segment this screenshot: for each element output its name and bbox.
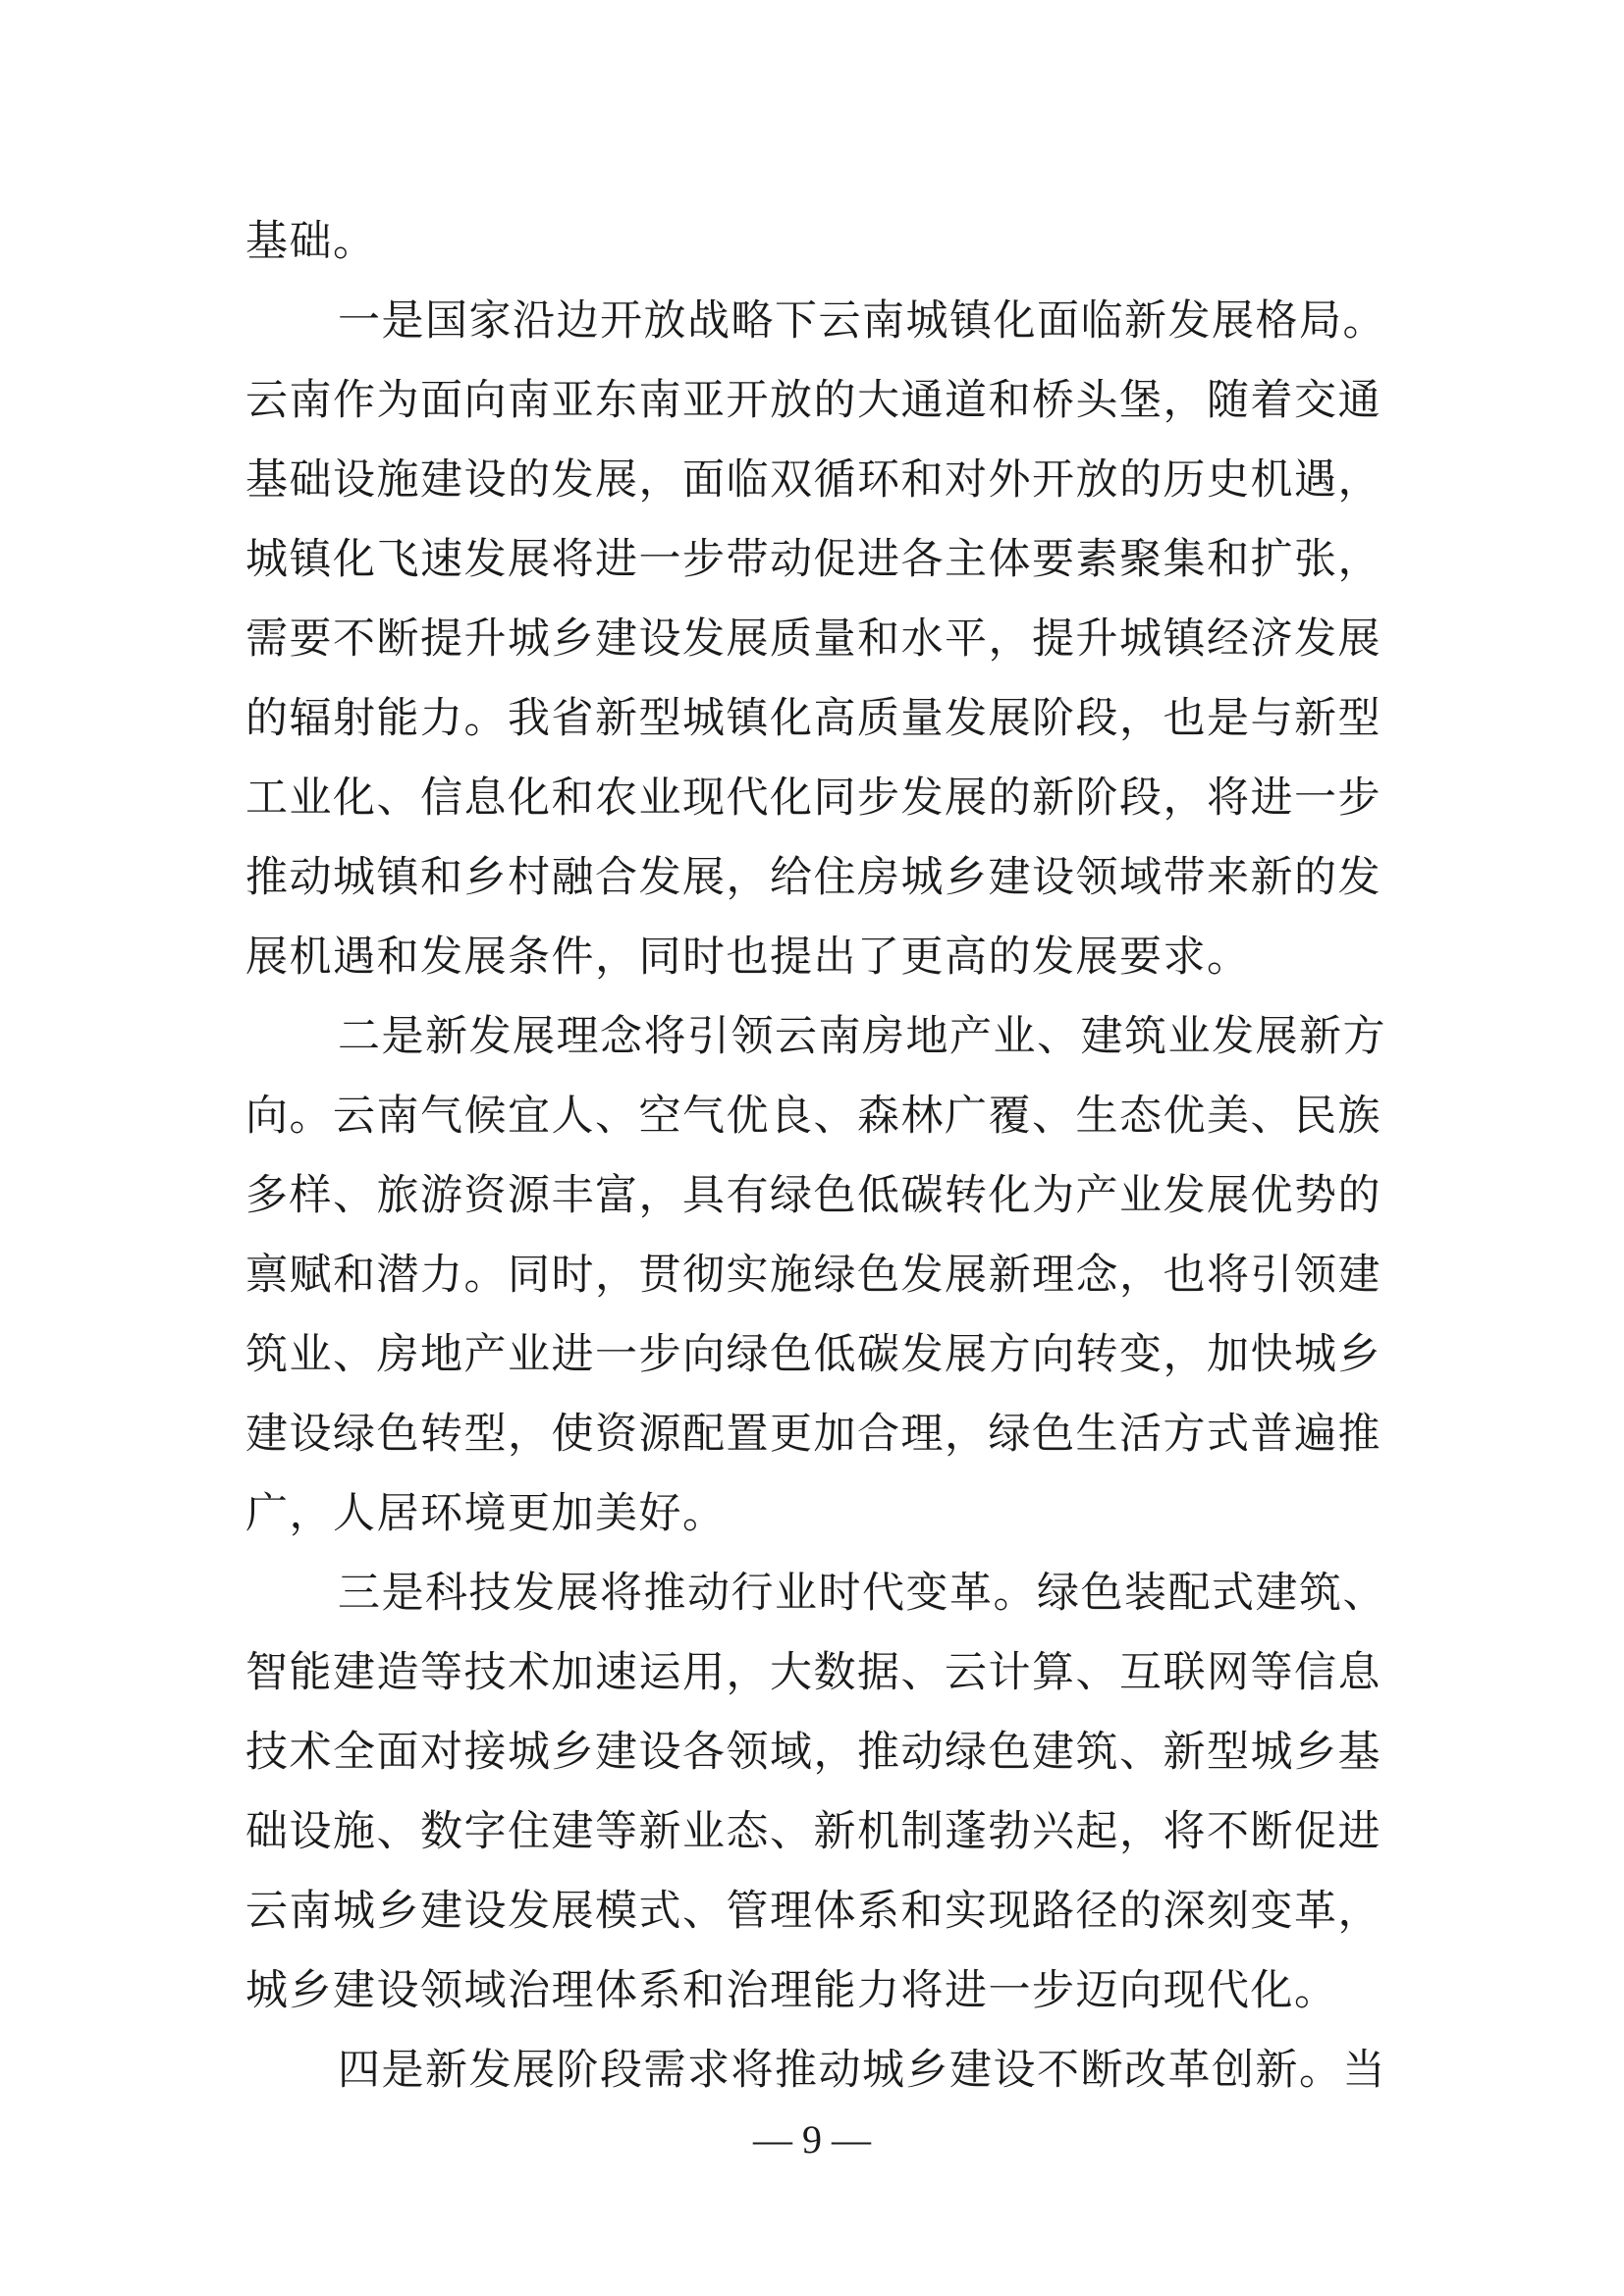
text-line: 广，人居环境更加美好。 — [245, 1489, 727, 1538]
text-line: 向。云南气候宜人、空气优良、森林广覆、生态优美、民族 — [245, 1092, 1381, 1141]
text-line: 二是新发展理念将引领云南房地产业、建筑业发展新方 — [338, 1012, 1386, 1061]
page-number: — 9 — — [753, 2117, 871, 2162]
text-line: 基础设施建设的发展，面临双循环和对外开放的历史机遇， — [245, 455, 1381, 505]
text-line: 推动城镇和乡村融合发展，给住房城乡建设领域带来新的发 — [245, 853, 1381, 902]
text-line: 多样、旅游资源丰富，具有绿色低碳转化为产业发展优势的 — [245, 1171, 1381, 1220]
text-line: 一是国家沿边开放战略下云南城镇化面临新发展格局。 — [338, 296, 1386, 346]
paragraph-3 — [245, 1554, 1384, 2031]
text-line: 禀赋和潜力。同时，贯彻实施绿色发展新理念，也将引领建 — [245, 1251, 1381, 1300]
text-line: 需要不断提升城乡建设发展质量和水平，提升城镇经济发展 — [245, 614, 1381, 664]
text-line: 筑业、房地产业进一步向绿色低碳发展方向转变，加快城乡 — [245, 1330, 1381, 1379]
text-line: 云南城乡建设发展模式、管理体系和实现路径的深刻变革， — [245, 1887, 1381, 1936]
text-line: 城乡建设领域治理体系和治理能力将进一步迈向现代化。 — [245, 1966, 1338, 2015]
paragraph-4 — [245, 2031, 1384, 2110]
text-line: 三是科技发展将推动行业时代变革。绿色装配式建筑、 — [338, 1569, 1386, 1618]
text-line: 建设绿色转型，使资源配置更加合理，绿色生活方式普遍推 — [245, 1410, 1381, 1459]
text-line: 的辐射能力。我省新型城镇化高质量发展阶段，也是与新型 — [245, 694, 1381, 743]
carry-over-line: 基础。 — [245, 217, 377, 266]
body-text — [245, 202, 1384, 2110]
paragraph-2 — [245, 997, 1384, 1554]
text-line: 工业化、信息化和农业现代化同步发展的新阶段，将进一步 — [245, 774, 1381, 823]
text-line: 城镇化飞速发展将进一步带动促进各主体要素聚集和扩张， — [245, 535, 1381, 584]
text-line: 智能建造等技术加速运用，大数据、云计算、互联网等信息 — [245, 1648, 1381, 1697]
text-line: 四是新发展阶段需求将推动城乡建设不断改革创新。当 — [338, 2046, 1386, 2095]
text-line: 础设施、数字住建等新业态、新机制蓬勃兴起，将不断促进 — [245, 1807, 1381, 1856]
paragraph-1 — [245, 282, 1384, 997]
text-line: 技术全面对接城乡建设各领域，推动绿色建筑、新型城乡基 — [245, 1728, 1381, 1777]
text-line: 云南作为面向南亚东南亚开放的大通道和桥头堡，随着交通 — [245, 376, 1381, 425]
text-line: 展机遇和发展条件，同时也提出了更高的发展要求。 — [245, 933, 1251, 982]
